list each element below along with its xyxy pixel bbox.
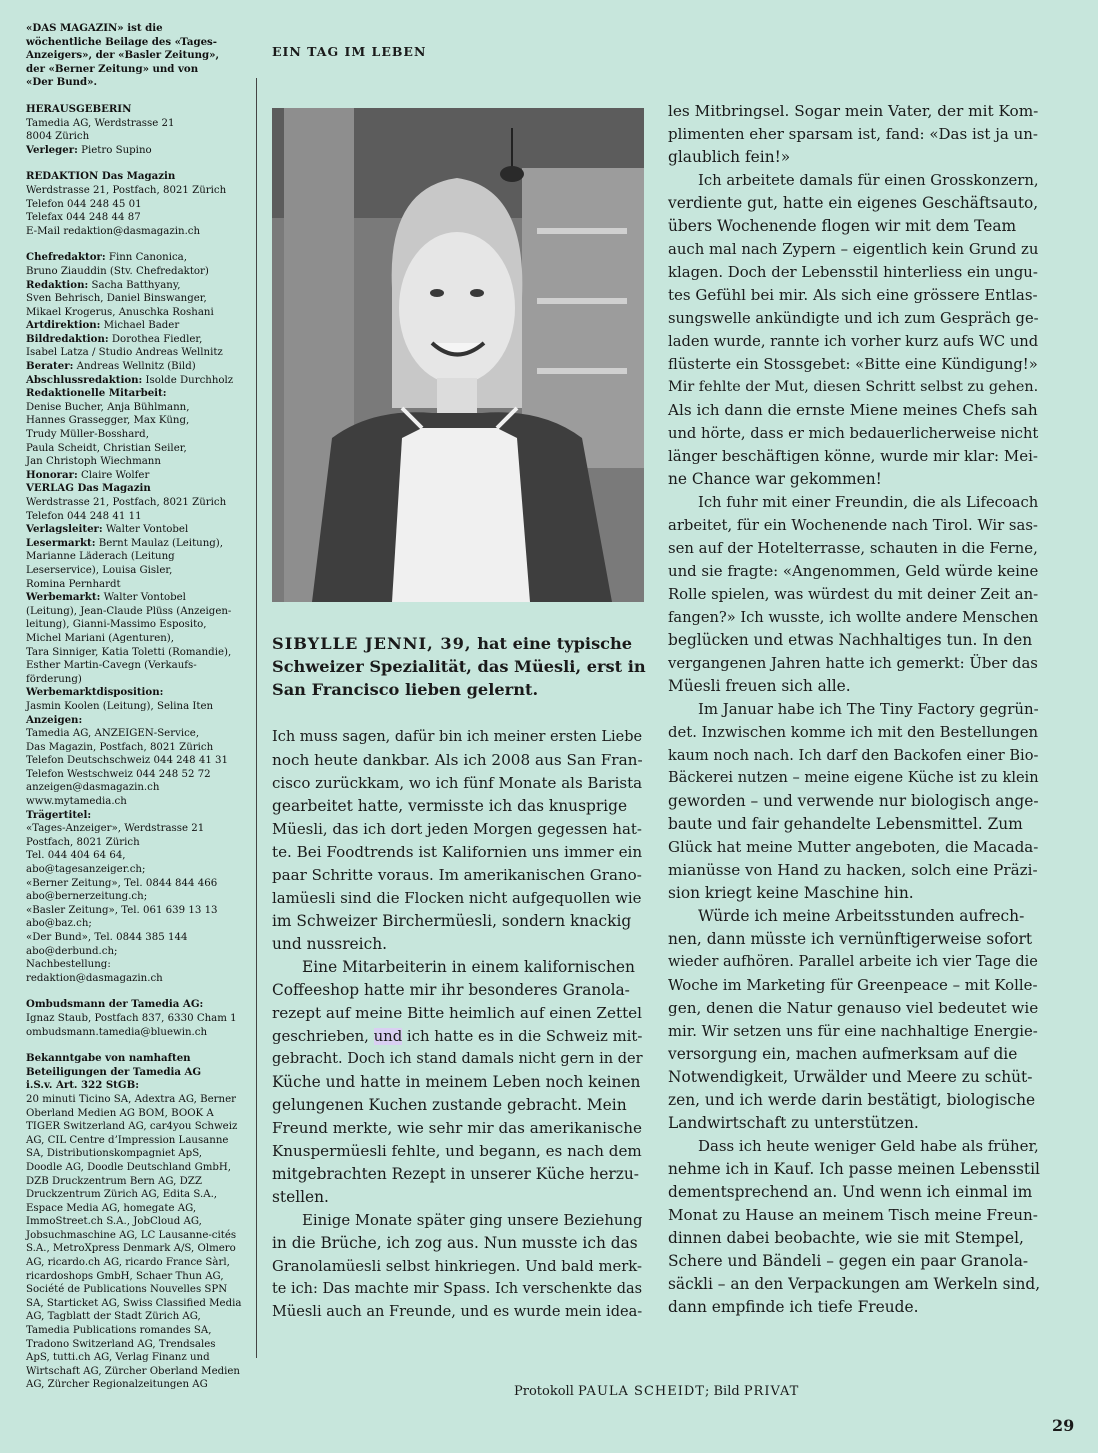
staff-line: abo@bernerzeitung.ch; — [26, 891, 148, 903]
text-line: säckli – an den Verpackungen am Werkeln sind, — [668, 1275, 1041, 1293]
staff-line: Leserservice), Louisa Gisler, — [26, 564, 173, 576]
staff-line: Redaktion: Sacha Batthyany, — [26, 278, 181, 291]
staff-line: Abschlussredaktion: Isolde Durchholz — [26, 373, 234, 386]
lead-line: San Francisco lieben gelernt. — [272, 680, 539, 699]
text-line: gelungenen Kuchen zustande gebracht. Mein — [272, 1096, 627, 1114]
text-line: te. Bei Foodtrends ist Kalifornien uns immer ein — [272, 843, 643, 861]
staff-line: Telefon Deutschschweiz 044 248 41 31 — [26, 755, 229, 767]
staff-line: Lesermarkt: Bernt Maulaz (Leitung), — [26, 536, 224, 549]
text-line: «DAS MAGAZIN» ist die — [26, 22, 163, 34]
text-line: Doodle AG, Doodle Deutschland GmbH, — [26, 1161, 232, 1173]
lead-line: SIBYLLE JENNI, 39, hat eine typische — [272, 634, 633, 653]
text-highlight[interactable]: und — [373, 1028, 403, 1045]
text-line: Oberland Medien AG BOM, BOOK A — [26, 1107, 214, 1119]
staff-line: redaktion@dasmagazin.ch — [26, 972, 163, 984]
staff-line: Das Magazin, Postfach, 8021 Zürich — [26, 741, 214, 753]
text-line: Notwendigkeit, Urwälder und Meere zu schüt- — [668, 1068, 1033, 1086]
text-line: Glück hat meine Mutter angeboten, die Macada- — [668, 838, 1039, 856]
staff-line: «Berner Zeitung», Tel. 0844 844 466 — [26, 877, 218, 889]
staff-line: Mikael Krogerus, Anuschka Roshani — [26, 306, 214, 318]
text-line: les Mitbringsel. Sogar mein Vater, der mit Kom- — [668, 102, 1039, 120]
publisher-line: 8004 Zürich — [26, 131, 90, 143]
staff-line: leitung), Gianni-Massimo Esposito, — [26, 619, 207, 631]
text-line: Espace Media AG, homegate AG, — [26, 1202, 197, 1214]
text-line: beglücken und etwas Nachhaltiges tun. In den — [668, 631, 1033, 649]
text-line: Druckzentrum Zürich AG, Edita S.A., — [26, 1189, 218, 1201]
text-line: Würde ich meine Arbeitsstunden aufrech- — [698, 907, 1025, 925]
text-line: Jobsuchmaschine AG, LC Lausanne-cités — [26, 1229, 237, 1241]
disclosure-heading: i.S.v. Art. 322 StGB: — [26, 1079, 139, 1092]
photo-credit: Protokoll PAULA SCHEIDT; Bild PRIVAT — [514, 1384, 800, 1399]
imprint-redaktion — [26, 170, 248, 238]
disclosure-list — [26, 1093, 248, 1392]
text-line: Küche und hatte in meinem Leben noch keinen — [272, 1073, 641, 1091]
text-line: glaublich fein!» — [668, 148, 791, 166]
imprint-disclosure — [26, 1052, 248, 1392]
disclosure-heading: Bekanntgabe von namhaften — [26, 1052, 191, 1065]
staff-line: Trudy Müller-Bosshard, — [26, 429, 149, 441]
text-line: Bäckerei nutzen – meine eigene Küche ist zu klein — [668, 770, 1039, 786]
ombuds-line: ombudsmann.tamedia@bluewin.ch — [26, 1026, 208, 1038]
text-line: fangen?» Ich wusste, ich wollte andere Menschen — [668, 609, 1039, 626]
publisher-line: Tamedia AG, Werdstrasse 21 — [26, 117, 175, 129]
text-line: ImmoStreet.ch S.A., JobCloud AG, — [26, 1216, 202, 1228]
text-line: zen, und ich werde darin bestätigt, biologische — [668, 1091, 1036, 1109]
text-line: Wirtschaft AG, Zürcher Oberland Medien — [26, 1365, 240, 1377]
column-divider — [256, 78, 257, 1358]
credit-source: PRIVAT — [743, 1384, 800, 1399]
text-line: ApS, tutti.ch AG, Verlag Finanz und — [26, 1352, 210, 1364]
text-line: arbeitet, für ein Wochenende nach Tirol. Wir sas- — [668, 517, 1038, 534]
article-column-1 — [272, 726, 644, 1324]
staff-line: Isabel Latza / Studio Andreas Wellnitz — [26, 347, 223, 359]
text-line: dinnen dabei beobachte, wie sie mit Stempel, — [668, 1229, 1024, 1247]
text-line: gebracht. Doch ich stand damals nicht gern in der — [272, 1051, 643, 1067]
highlighted-line: geschrieben, und ich hatte es in die Schweiz mit- — [272, 1028, 643, 1045]
ombuds-heading: Ombudsmann der Tamedia AG: — [26, 998, 204, 1011]
staff-line: Telefon 044 248 41 11 — [26, 510, 142, 522]
publisher-heading: HERAUSGEBERIN — [26, 102, 132, 115]
text-line: Müesli freuen sich alle. — [668, 677, 851, 695]
text-line: ne Chance war gekommen! — [668, 470, 882, 488]
staff-line: Trägertitel: — [26, 808, 92, 821]
staff-line: «Basler Zeitung», Tel. 061 639 13 13 — [26, 904, 218, 916]
imprint-intro — [26, 22, 248, 90]
staff-line: Romina Pernhardt — [26, 578, 121, 590]
text-line: klagen. Doch der Lebensstil hinterliess ein ungu- — [668, 264, 1038, 281]
text-line: Granolamüesli selbst hinkriegen. Und bald merk- — [272, 1258, 643, 1275]
staff-line: Verlagsleiter: Walter Vontobel — [26, 523, 189, 536]
lead-person-name: SIBYLLE JENNI, 39, — [272, 634, 472, 653]
staff-line: anzeigen@dasmagazin.ch — [26, 782, 160, 794]
paragraph — [668, 698, 1040, 905]
text-line: Schere und Bändeli – gegen ein paar Granola- — [668, 1252, 1029, 1270]
staff-line: abo@tagesanzeiger.ch; — [26, 864, 146, 876]
text-line: Dass ich heute weniger Geld habe als früher, — [698, 1137, 1039, 1155]
redaktion-line: Telefax 044 248 44 87 — [26, 212, 141, 224]
redaktion-heading: REDAKTION Das Magazin — [26, 170, 176, 183]
imprint-staff — [26, 251, 248, 985]
text-line: DZB Druckzentrum Bern AG, DZZ — [26, 1175, 202, 1187]
text-line: Ich arbeitete damals für einen Grosskonzern, — [698, 172, 1039, 189]
staff-line: Jan Christoph Wiechmann — [26, 456, 161, 468]
staff-line: Werdstrasse 21, Postfach, 8021 Zürich — [26, 497, 227, 508]
text-line: flüsterte ein Stossgebet: «Bitte eine Kündigung!» — [668, 356, 1038, 373]
text-line: dann empfinde ich tiefe Freude. — [668, 1298, 919, 1316]
text-line: verdiente gut, hatte ein eigenes Geschäftsauto, — [668, 194, 1039, 212]
article-column-2 — [668, 100, 1040, 1319]
staff-line: Postfach, 8021 Zürich — [26, 836, 140, 848]
staff-line: (Leitung), Jean-Claude Plüss (Anzeigen- — [26, 605, 232, 617]
text-line: cisco zurückkam, wo ich fünf Monate als Barista — [272, 774, 643, 792]
text-line: wieder aufhören. Parallel arbeite ich vier Tage die — [668, 954, 1038, 970]
text-line: ricardoshops GmbH, Schaer Thun AG, — [26, 1270, 224, 1282]
text-line: mir. Wir setzen uns für eine nachhaltige Energie- — [668, 1023, 1038, 1040]
text-line: und nussreich. — [272, 935, 388, 953]
paragraph — [668, 100, 1040, 169]
staff-line: «Tages-Anzeiger», Werdstrasse 21 — [26, 823, 205, 835]
text-line: paar Schritte voraus. Im amerikanischen Grano- — [272, 866, 642, 884]
text-line: Einige Monate später ging unsere Beziehung — [302, 1212, 643, 1229]
portrait-illustration — [272, 108, 644, 602]
lead-line: Schweizer Spezialität, das Müesli, erst in — [272, 657, 646, 676]
staff-line: abo@baz.ch; — [26, 918, 92, 930]
paragraph — [668, 491, 1040, 698]
text-line: AG, ricardo.ch AG, ricardo France Sàrl, — [26, 1257, 230, 1269]
section-label: EIN TAG IM LEBEN — [272, 44, 427, 59]
text-line: länger beschäftigen könne, wurde mir klar: Mei- — [668, 447, 1038, 465]
staff-line: Werbemarktdisposition: — [26, 686, 164, 699]
paragraph — [272, 956, 644, 1209]
text-line: mitgebrachten Rezept in unserer Küche herzu- — [272, 1165, 639, 1183]
text-line: Als ich dann die ernste Miene meines Chefs sah — [668, 401, 1038, 419]
text-line: stellen. — [272, 1188, 329, 1206]
staff-line: Artdirektion: Michael Bader — [26, 319, 180, 332]
text-line: Eine Mitarbeiterin in einem kalifornischen — [302, 958, 635, 976]
staff-line: Hannes Grassegger, Max Küng, — [26, 415, 190, 427]
text-line: Ich muss sagen, dafür bin ich meiner ersten Liebe — [272, 729, 643, 745]
text-line: Müesli auch an Freunde, und es wurde mein idea- — [272, 1304, 643, 1320]
text-line: gen, denen die Natur genauso viel bedeutet wie — [668, 999, 1039, 1017]
text-line: auch mal nach Zypern – eigentlich kein Grund zu — [668, 241, 1039, 258]
text-line: AG, Tagblatt der Stadt Zürich AG, — [26, 1311, 201, 1323]
staff-line: www.mytamedia.ch — [26, 796, 127, 808]
text-line: wöchentliche Beilage des «Tages- — [26, 35, 218, 48]
text-line: dementsprechend an. Und wenn ich einmal im — [668, 1183, 1033, 1201]
text-line: noch heute dankbar. Als ich 2008 aus San Fran- — [272, 751, 643, 769]
article-lead — [272, 632, 652, 701]
text-line: Monat zu Hause an meinem Tisch meine Freun- — [668, 1206, 1038, 1224]
staff-line: Paula Scheidt, Christian Seiler, — [26, 442, 187, 454]
text-line: nen, dann müsste ich vernünftigerweise sofort — [668, 930, 1033, 948]
text-line: «Der Bund». — [26, 76, 98, 89]
staff-line: förderung) — [26, 673, 82, 685]
page-number: 29 — [1052, 1416, 1075, 1435]
text-line: laden wurde, rannte ich vorher kurz aufs WC und — [668, 333, 1039, 350]
staff-line: Michel Mariani (Agenturen), — [26, 632, 175, 644]
staff-line: Tamedia AG, ANZEIGEN-Service, — [26, 728, 200, 740]
redaktion-line: E-Mail redaktion@dasmagazin.ch — [26, 225, 201, 237]
imprint-publisher — [26, 103, 248, 157]
text-line: Freund merkte, wie sehr mir das amerikanische — [272, 1119, 642, 1137]
text-line: Rolle spielen, was würdest du mit deiner Zeit an- — [668, 586, 1039, 603]
text-line: te ich: Das machte mir Spass. Ich verschenkte das — [272, 1281, 642, 1297]
staff-line: Werbemarkt: Walter Vontobel — [26, 591, 186, 604]
staff-line: Bildredaktion: Dorothea Fiedler, — [26, 332, 203, 345]
portrait-photo — [272, 108, 644, 602]
text-line: TIGER Switzerland AG, car4you Schweiz — [26, 1121, 238, 1133]
text-line: Knuspermüesli fehlte, und begann, es nach dem — [272, 1142, 642, 1160]
text-line: gearbeitet hatte, vermisste ich das knusprige — [272, 797, 628, 815]
text-line: übers Wochenende flogen wir mit dem Team — [668, 217, 1017, 235]
redaktion-line: Werdstrasse 21, Postfach, 8021 Zürich — [26, 184, 227, 196]
text-line: Tamedia Publications romandes SA, — [26, 1325, 212, 1337]
staff-line: Anzeigen: — [26, 713, 83, 726]
staff-line: Bruno Ziauddin (Stv. Chefredaktor) — [26, 265, 209, 277]
text-line: kaum noch nach. Ich darf den Backofen einer Bio- — [668, 747, 1039, 764]
staff-line: abo@derbund.ch; — [26, 945, 118, 957]
credit-author: PAULA SCHEIDT — [578, 1384, 705, 1399]
paragraph — [272, 726, 644, 956]
redaktion-line: Telefon 044 248 45 01 — [26, 198, 142, 210]
verleger-line: Verleger: Pietro Supino — [26, 143, 152, 156]
text-line: lamüesli sind die Flocken nicht aufgequollen wie — [272, 889, 642, 907]
text-line: baute und fair gehandelte Lebensmittel. Zum — [668, 815, 1023, 833]
staff-line: Denise Bucher, Anja Bühlmann, — [26, 401, 190, 413]
paragraph — [668, 169, 1040, 491]
text-line: AG, Zürcher Regionalzeitungen AG — [26, 1379, 208, 1391]
staff-line: Berater: Andreas Wellnitz (Bild) — [26, 360, 196, 373]
paragraph — [668, 1135, 1040, 1319]
text-line: Société de Publications Nouvelles SPN — [26, 1284, 228, 1296]
text-line: plimenten eher sparsam ist, fand: «Das ist ja un- — [668, 125, 1038, 143]
text-line: vergangenen Jahren hatte ich gemerkt: Über das — [668, 655, 1038, 672]
text-line: im Schweizer Birchermüesli, sondern knackig — [272, 912, 632, 930]
paragraph — [272, 1209, 644, 1324]
text-line: geworden – und verwende nur biologisch ange- — [668, 792, 1039, 810]
staff-line: Honorar: Claire Wolfer — [26, 468, 150, 481]
staff-line: Marianne Läderach (Leitung — [26, 551, 175, 563]
text-line: sungswelle ankündigte und ich zum Gespräch ge- — [668, 310, 1039, 327]
text-line: tes Gefühl bei mir. Als sich eine grössere Entlas- — [668, 286, 1038, 304]
text-line: 20 minuti Ticino SA, Adextra AG, Berner — [26, 1093, 236, 1105]
text-line: sen auf der Hotelterrasse, schauten in die Ferne, — [668, 540, 1038, 557]
text-line: der «Berner Zeitung» und von — [26, 62, 199, 75]
text-line: nehme ich in Kauf. Ich passe meinen Lebensstil — [668, 1160, 1040, 1178]
text-line: S.A., MetroXpress Denmark A/S, Olmero — [26, 1243, 236, 1255]
staff-line: Tara Sinniger, Katia Toletti (Romandie), — [26, 646, 232, 658]
text-line: in die Brüche, ich zog aus. Nun musste ich das — [272, 1234, 638, 1252]
text-line: Anzeigers», der «Basler Zeitung», — [26, 49, 220, 62]
text-line: und hörte, dass er mich bedauerlicherweise nicht — [668, 425, 1039, 442]
text-line: Tradono Switzerland AG, Trendsales — [26, 1338, 216, 1350]
staff-line: Jasmin Koolen (Leitung), Selina Iten — [26, 700, 214, 712]
staff-line: Redaktionelle Mitarbeit: — [26, 387, 167, 400]
staff-line: Chefredaktor: Finn Canonica, — [26, 251, 187, 264]
staff-line: Telefon Westschweiz 044 248 52 72 — [26, 768, 211, 780]
text-line: mianüsse von Hand zu hacken, solch eine Präzi- — [668, 861, 1038, 879]
text-line: Woche im Marketing für Greenpeace – mit Kolle- — [668, 976, 1038, 994]
text-line: SA, Distributionskompagniet ApS, — [26, 1148, 203, 1160]
staff-line: «Der Bund», Tel. 0844 385 144 — [26, 932, 188, 943]
text-line: det. Inzwischen komme ich mit den Bestellungen — [668, 724, 1039, 741]
ombuds-line: Ignaz Staub, Postfach 837, 6330 Cham 1 — [26, 1012, 237, 1024]
text-line: Ich fuhr mit einer Freundin, die als Lifecoach — [698, 494, 1039, 511]
text-line: SA, Starticket AG, Swiss Classified Media — [26, 1297, 242, 1309]
text-line: Coffeeshop hatte mir ihr besonderes Granola- — [272, 981, 630, 999]
disclosure-heading: Beteiligungen der Tamedia AG — [26, 1065, 202, 1078]
text-line: AG, CIL Centre d’Impression Lausanne — [26, 1134, 229, 1146]
staff-line: VERLAG Das Magazin — [26, 482, 151, 495]
text-line: sion kriegt keine Maschine hin. — [668, 884, 914, 902]
imprint-column — [26, 22, 248, 1392]
text-line: Mir fehlte der Mut, diesen Schritt selbst zu gehen. — [668, 379, 1039, 395]
imprint-ombudsmann — [26, 998, 248, 1039]
staff-line: Esther Martin-Cavegn (Verkaufs- — [26, 660, 197, 672]
text-line: Im Januar habe ich The Tiny Factory gegrün- — [698, 700, 1039, 718]
text-line: Müesli, das ich dort jeden Morgen gegessen hat- — [272, 820, 642, 838]
paragraph — [668, 905, 1040, 1135]
text-line: Landwirtschaft zu unterstützen. — [668, 1114, 919, 1132]
text-line: und sie fragte: «Angenommen, Geld würde keine — [668, 562, 1039, 580]
text-line: rezept auf meine Bitte heimlich auf einen Zettel — [272, 1004, 643, 1022]
staff-line: Tel. 044 404 64 64, — [26, 850, 126, 862]
text-line: versorgung ein, machen aufmerksam auf die — [668, 1045, 1018, 1063]
staff-line: Sven Behrisch, Daniel Binswanger, — [26, 293, 207, 305]
staff-line: Nachbestellung: — [26, 959, 111, 971]
